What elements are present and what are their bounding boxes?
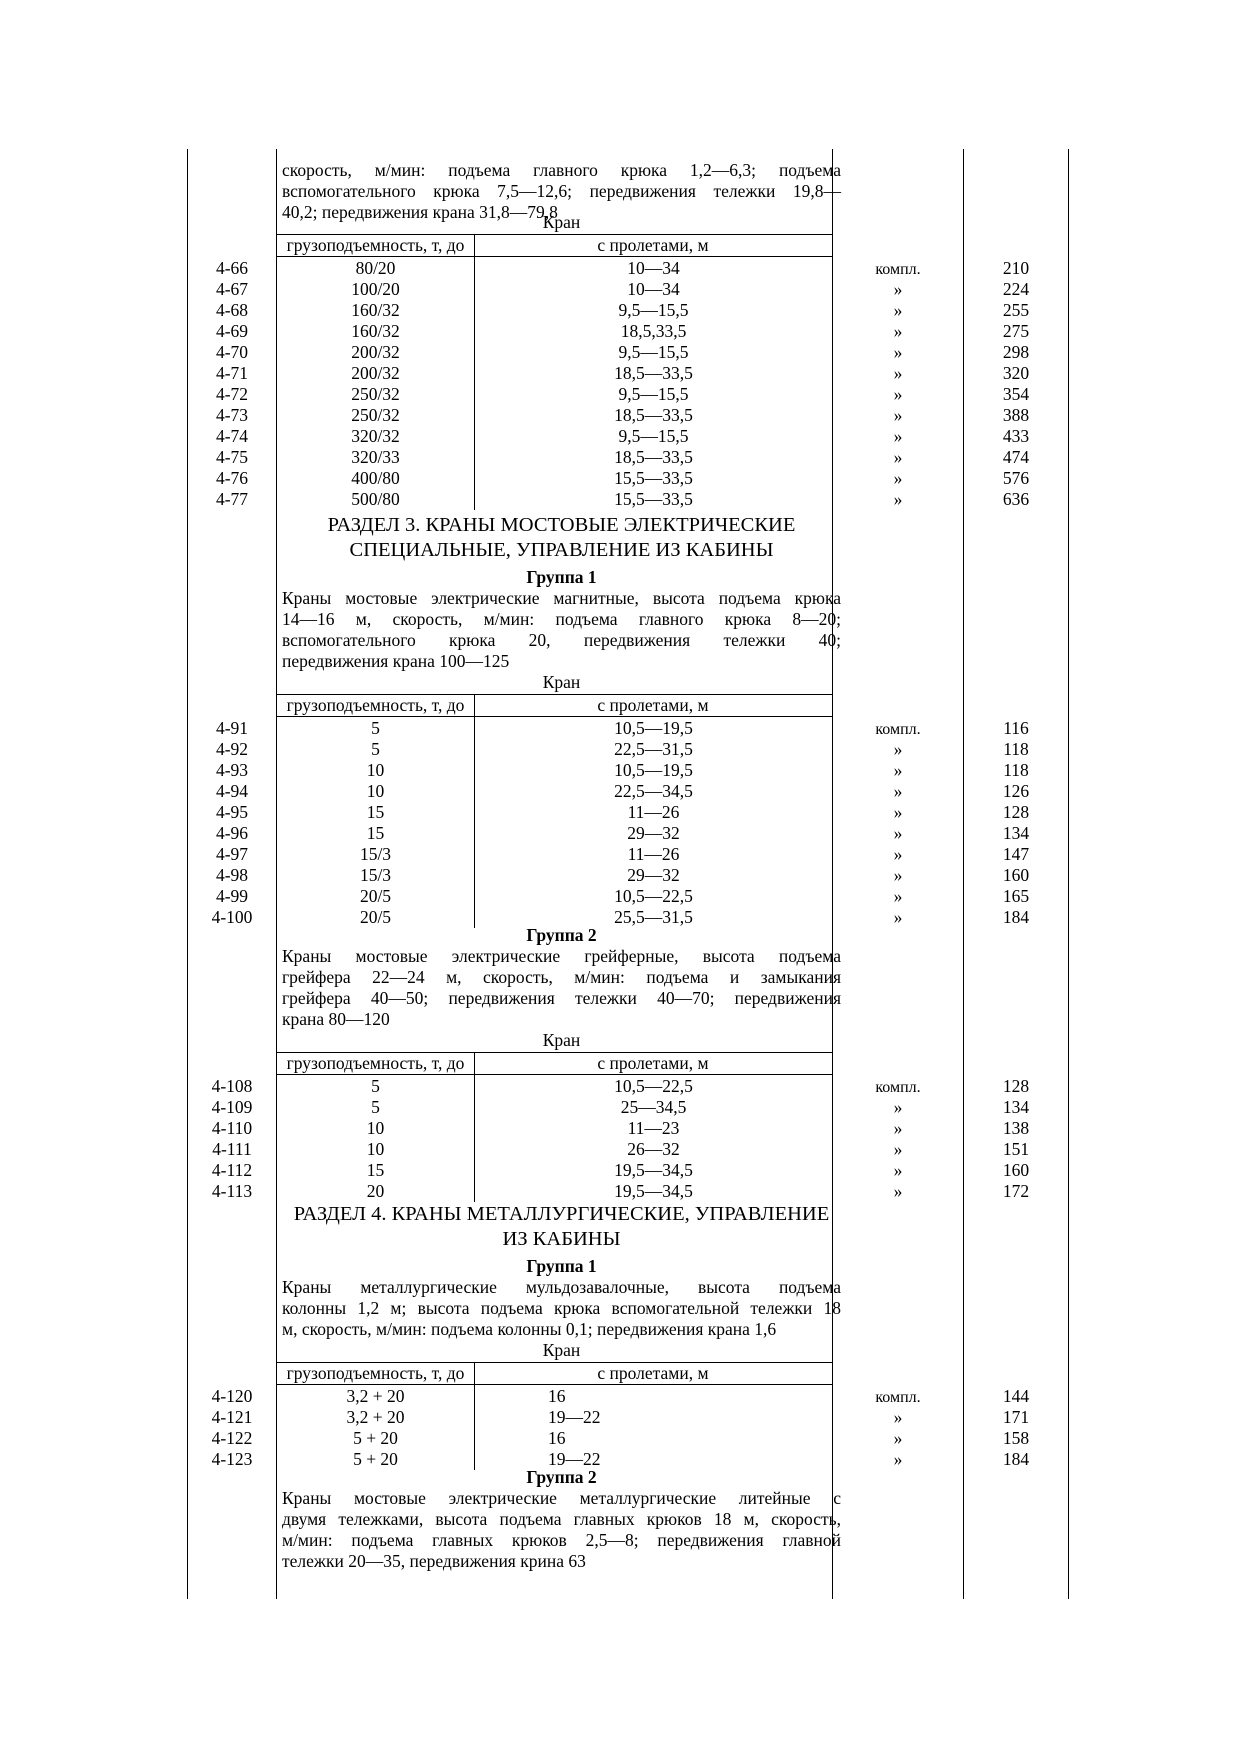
row-span: 22,5—31,5 xyxy=(614,739,693,759)
row-code: 4-96 xyxy=(215,823,249,843)
row-span: 16 xyxy=(548,1386,566,1406)
row-capacity: 10 xyxy=(366,1139,385,1159)
row-span: 11—26 xyxy=(627,802,680,822)
row-unit: » xyxy=(893,1160,903,1180)
row-unit: » xyxy=(893,1139,903,1159)
row-value: 134 xyxy=(1002,1097,1030,1117)
row-capacity: 10 xyxy=(366,760,385,780)
row-span: 10,5—22,5 xyxy=(614,1076,693,1096)
row-capacity: 500/80 xyxy=(351,489,400,509)
row-unit: » xyxy=(893,1097,903,1117)
row-code: 4-122 xyxy=(211,1428,253,1448)
row-unit: » xyxy=(893,405,903,425)
section3-group1-label: Группа 1 xyxy=(526,567,597,587)
row-span: 19—22 xyxy=(548,1407,601,1427)
row-code: 4-100 xyxy=(211,907,253,927)
row-span: 10,5—19,5 xyxy=(614,718,693,738)
row-span: 19,5—34,5 xyxy=(614,1160,693,1180)
row-unit: » xyxy=(893,1181,903,1201)
row-unit: » xyxy=(893,468,903,488)
text-line: двумя тележками, высота подъема главных крюков 18 м, скорость, xyxy=(282,1509,841,1529)
row-code: 4-94 xyxy=(215,781,249,801)
row-span: 10—34 xyxy=(627,258,680,278)
row-unit: » xyxy=(893,1407,903,1427)
section4-group1-label: Группа 1 xyxy=(526,1256,597,1276)
text-line: м/мин: подъема главных крюков 2,5—8; передвижения главной xyxy=(282,1530,841,1550)
row-span: 25—34,5 xyxy=(620,1097,687,1117)
row-value: 116 xyxy=(1003,718,1029,738)
row-span: 9,5—15,5 xyxy=(618,384,689,404)
text-line: скорость, м/мин: подъема главного крюка 1,2—6,3; подъема xyxy=(282,160,841,180)
text-line: тележки 20—35, передвижения крина 63 xyxy=(282,1551,586,1571)
row-capacity: 10 xyxy=(366,1118,385,1138)
row-capacity: 15 xyxy=(366,823,385,843)
row-value: 636 xyxy=(1002,489,1030,509)
row-unit: » xyxy=(893,489,903,509)
header-rule-bottom xyxy=(276,1384,833,1385)
row-code: 4-74 xyxy=(215,426,249,446)
row-span: 10,5—19,5 xyxy=(614,760,693,780)
row-value: 171 xyxy=(1002,1407,1030,1427)
row-span: 22,5—34,5 xyxy=(614,781,693,801)
row-value: 184 xyxy=(1002,1449,1030,1469)
row-value: 165 xyxy=(1002,886,1030,906)
row-unit: » xyxy=(893,1449,903,1469)
row-span: 26—32 xyxy=(627,1139,680,1159)
row-capacity: 15 xyxy=(366,1160,385,1180)
row-span: 10—34 xyxy=(627,279,680,299)
header-rule-bottom xyxy=(276,1074,833,1075)
row-value: 144 xyxy=(1002,1386,1030,1406)
row-code: 4-92 xyxy=(215,739,249,759)
rule-right xyxy=(1068,149,1069,1599)
row-unit: » xyxy=(893,739,903,759)
row-code: 4-120 xyxy=(211,1386,253,1406)
col-header-span: с пролетами, м xyxy=(597,1363,709,1383)
row-value: 354 xyxy=(1002,384,1030,404)
row-code: 4-71 xyxy=(215,363,249,383)
row-capacity: 5 xyxy=(371,739,380,759)
row-code: 4-66 xyxy=(215,258,249,278)
row-value: 320 xyxy=(1002,363,1030,383)
row-unit: » xyxy=(893,823,903,843)
section4-group2-label: Группа 2 xyxy=(526,1467,597,1487)
row-value: 158 xyxy=(1002,1428,1030,1448)
row-capacity: 3,2 + 20 xyxy=(346,1407,405,1427)
row-value: 224 xyxy=(1002,279,1030,299)
text-line: вспомогательного крюка 7,5—12,6; передвижения тележки 19,8— xyxy=(282,181,841,201)
row-unit: » xyxy=(893,447,903,467)
row-unit: » xyxy=(893,321,903,341)
row-capacity: 100/20 xyxy=(351,279,400,299)
row-code: 4-76 xyxy=(215,468,249,488)
row-span: 11—23 xyxy=(627,1118,680,1138)
header-rule-bottom xyxy=(276,716,833,717)
text-line: крана 80—120 xyxy=(282,1009,390,1029)
row-value: 151 xyxy=(1002,1139,1030,1159)
row-capacity: 10 xyxy=(366,781,385,801)
row-capacity: 3,2 + 20 xyxy=(346,1386,405,1406)
row-code: 4-75 xyxy=(215,447,249,467)
row-unit: компл. xyxy=(875,1079,921,1096)
row-code: 4-111 xyxy=(212,1139,252,1159)
row-span: 25,5—31,5 xyxy=(614,907,693,927)
col-header-span: с пролетами, м xyxy=(597,695,709,715)
text-line: Краны мостовые электрические грейферные, высота подъема xyxy=(282,946,841,966)
row-unit: компл. xyxy=(875,721,921,738)
text-line: Краны мостовые электрические металлургические литейные с xyxy=(282,1488,841,1508)
row-value: 160 xyxy=(1002,1160,1030,1180)
row-code: 4-77 xyxy=(215,489,249,509)
row-unit: » xyxy=(893,781,903,801)
row-unit: » xyxy=(893,760,903,780)
row-code: 4-121 xyxy=(211,1407,253,1427)
row-unit: » xyxy=(893,279,903,299)
section4-group2-text xyxy=(282,1488,841,1572)
row-value: 388 xyxy=(1002,405,1030,425)
row-code: 4-98 xyxy=(215,865,249,885)
row-capacity: 160/32 xyxy=(351,321,400,341)
row-value: 126 xyxy=(1002,781,1030,801)
row-capacity: 5 + 20 xyxy=(353,1428,398,1448)
section4-title xyxy=(282,1202,841,1252)
row-code: 4-95 xyxy=(215,802,249,822)
col-header-capacity: грузоподъемность, т, до xyxy=(286,695,465,715)
row-unit: компл. xyxy=(875,261,921,278)
row-code: 4-72 xyxy=(215,384,249,404)
row-span: 18,5—33,5 xyxy=(614,405,693,425)
row-code: 4-108 xyxy=(211,1076,253,1096)
kran-label: Кран xyxy=(542,1340,581,1360)
row-span: 15,5—33,5 xyxy=(614,468,693,488)
row-capacity: 5 xyxy=(371,718,380,738)
row-capacity: 400/80 xyxy=(351,468,400,488)
col-header-span: с пролетами, м xyxy=(597,1053,709,1073)
text-line: колонны 1,2 м; высота подъема крюка вспомогательной тележки 18 xyxy=(282,1298,841,1318)
row-unit: » xyxy=(893,865,903,885)
row-value: 128 xyxy=(1002,802,1030,822)
text-line: Краны металлургические мульдозавалочные, высота подъема xyxy=(282,1277,841,1297)
row-unit: » xyxy=(893,886,903,906)
row-capacity: 5 xyxy=(371,1076,380,1096)
row-capacity: 15 xyxy=(366,802,385,822)
row-code: 4-99 xyxy=(215,886,249,906)
row-capacity: 320/32 xyxy=(351,426,400,446)
row-capacity: 250/32 xyxy=(351,384,400,404)
row-capacity: 15/3 xyxy=(359,844,392,864)
inner-divider xyxy=(474,1362,475,1470)
row-span: 29—32 xyxy=(627,865,680,885)
text-line: грейфера 40—50; передвижения тележки 40—70; передвижения xyxy=(282,988,841,1008)
row-span: 15,5—33,5 xyxy=(614,489,693,509)
row-capacity: 80/20 xyxy=(355,258,396,278)
kran-label: Кран xyxy=(542,1030,581,1050)
text-line: грейфера 22—24 м, скорость, м/мин: подъема и замыкания xyxy=(282,967,841,987)
row-unit: » xyxy=(893,363,903,383)
row-value: 128 xyxy=(1002,1076,1030,1096)
col-header-span: с пролетами, м xyxy=(597,235,709,255)
text-line: м, скорость, м/мин: подъема колонны 0,1; передвижения крана 1,6 xyxy=(282,1319,777,1339)
row-code: 4-69 xyxy=(215,321,249,341)
row-capacity: 250/32 xyxy=(351,405,400,425)
row-code: 4-93 xyxy=(215,760,249,780)
row-unit: » xyxy=(893,426,903,446)
section4-group1-text xyxy=(282,1277,841,1340)
section3-group2-label: Группа 2 xyxy=(526,925,597,945)
text-line: передвижения крана 100—125 xyxy=(282,651,510,671)
row-capacity: 20 xyxy=(366,1181,385,1201)
row-unit: » xyxy=(893,1428,903,1448)
row-span: 19,5—34,5 xyxy=(614,1181,693,1201)
row-capacity: 15/3 xyxy=(359,865,392,885)
row-value: 184 xyxy=(1002,907,1030,927)
section4-title-line: ИЗ КАБИНЫ xyxy=(502,1228,621,1250)
row-span: 29—32 xyxy=(627,823,680,843)
row-unit: компл. xyxy=(875,1389,921,1406)
text-line: 40,2; передвижения крана 31,8—79,8 xyxy=(282,202,558,222)
row-code: 4-97 xyxy=(215,844,249,864)
row-unit: » xyxy=(893,384,903,404)
row-value: 298 xyxy=(1002,342,1030,362)
row-span: 9,5—15,5 xyxy=(618,342,689,362)
row-span: 9,5—15,5 xyxy=(618,300,689,320)
row-span: 16 xyxy=(548,1428,566,1448)
row-span: 18,5—33,5 xyxy=(614,363,693,383)
row-code: 4-67 xyxy=(215,279,249,299)
text-line: вспомогательного крюка 20, передвижения тележки 40; xyxy=(282,630,841,650)
header-rule-bottom xyxy=(276,256,833,257)
text-line: Краны мостовые электрические магнитные, высота подъема крюка xyxy=(282,588,841,608)
row-capacity: 5 + 20 xyxy=(353,1449,398,1469)
row-span: 19—22 xyxy=(548,1449,601,1469)
col-header-capacity: грузоподъемность, т, до xyxy=(286,1363,465,1383)
row-value: 172 xyxy=(1002,1181,1030,1201)
row-value: 576 xyxy=(1002,468,1030,488)
row-capacity: 200/32 xyxy=(351,363,400,383)
row-unit: » xyxy=(893,342,903,362)
kran-label: Кран xyxy=(542,672,581,692)
row-code: 4-91 xyxy=(215,718,249,738)
section3-group1-text xyxy=(282,588,841,672)
row-capacity: 320/33 xyxy=(351,447,400,467)
row-capacity: 5 xyxy=(371,1097,380,1117)
row-capacity: 160/32 xyxy=(351,300,400,320)
row-unit: » xyxy=(893,844,903,864)
row-span: 11—26 xyxy=(627,844,680,864)
row-capacity: 20/5 xyxy=(359,907,392,927)
row-code: 4-68 xyxy=(215,300,249,320)
row-value: 118 xyxy=(1003,760,1029,780)
row-capacity: 20/5 xyxy=(359,886,392,906)
row-capacity: 200/32 xyxy=(351,342,400,362)
row-code: 4-70 xyxy=(215,342,249,362)
row-value: 210 xyxy=(1002,258,1030,278)
row-code: 4-109 xyxy=(211,1097,253,1117)
text-line: 14—16 м, скорость, м/мин: подъема главного крюка 8—20; xyxy=(282,609,841,629)
section4-title-line: РАЗДЕЛ 4. КРАНЫ МЕТАЛЛУРГИЧЕСКИЕ, УПРАВЛЕНИЕ xyxy=(293,1203,830,1225)
kran-label: Кран xyxy=(542,212,581,232)
row-unit: » xyxy=(893,300,903,320)
section3-title-line: СПЕЦИАЛЬНЫЕ, УПРАВЛЕНИЕ ИЗ КАБИНЫ xyxy=(349,539,774,561)
row-code: 4-123 xyxy=(211,1449,253,1469)
row-value: 147 xyxy=(1002,844,1030,864)
row-value: 134 xyxy=(1002,823,1030,843)
row-value: 275 xyxy=(1002,321,1030,341)
col-header-capacity: грузоподъемность, т, до xyxy=(286,1053,465,1073)
col-header-capacity: грузоподъемность, т, до xyxy=(286,235,465,255)
row-unit: » xyxy=(893,907,903,927)
row-code: 4-110 xyxy=(211,1118,253,1138)
row-code: 4-112 xyxy=(211,1160,253,1180)
row-value: 474 xyxy=(1002,447,1030,467)
row-unit: » xyxy=(893,802,903,822)
row-span: 9,5—15,5 xyxy=(618,426,689,446)
row-value: 118 xyxy=(1003,739,1029,759)
row-span: 18,5,33,5 xyxy=(620,321,687,341)
row-code: 4-113 xyxy=(211,1181,253,1201)
row-value: 138 xyxy=(1002,1118,1030,1138)
row-value: 160 xyxy=(1002,865,1030,885)
row-code: 4-73 xyxy=(215,405,249,425)
section3-title-line: РАЗДЕЛ 3. КРАНЫ МОСТОВЫЕ ЭЛЕКТРИЧЕСКИЕ xyxy=(327,514,796,536)
row-span: 10,5—22,5 xyxy=(614,886,693,906)
section3-title xyxy=(282,513,841,563)
row-span: 18,5—33,5 xyxy=(614,447,693,467)
row-value: 433 xyxy=(1002,426,1030,446)
row-value: 255 xyxy=(1002,300,1030,320)
row-unit: » xyxy=(893,1118,903,1138)
section3-group2-text xyxy=(282,946,841,1030)
